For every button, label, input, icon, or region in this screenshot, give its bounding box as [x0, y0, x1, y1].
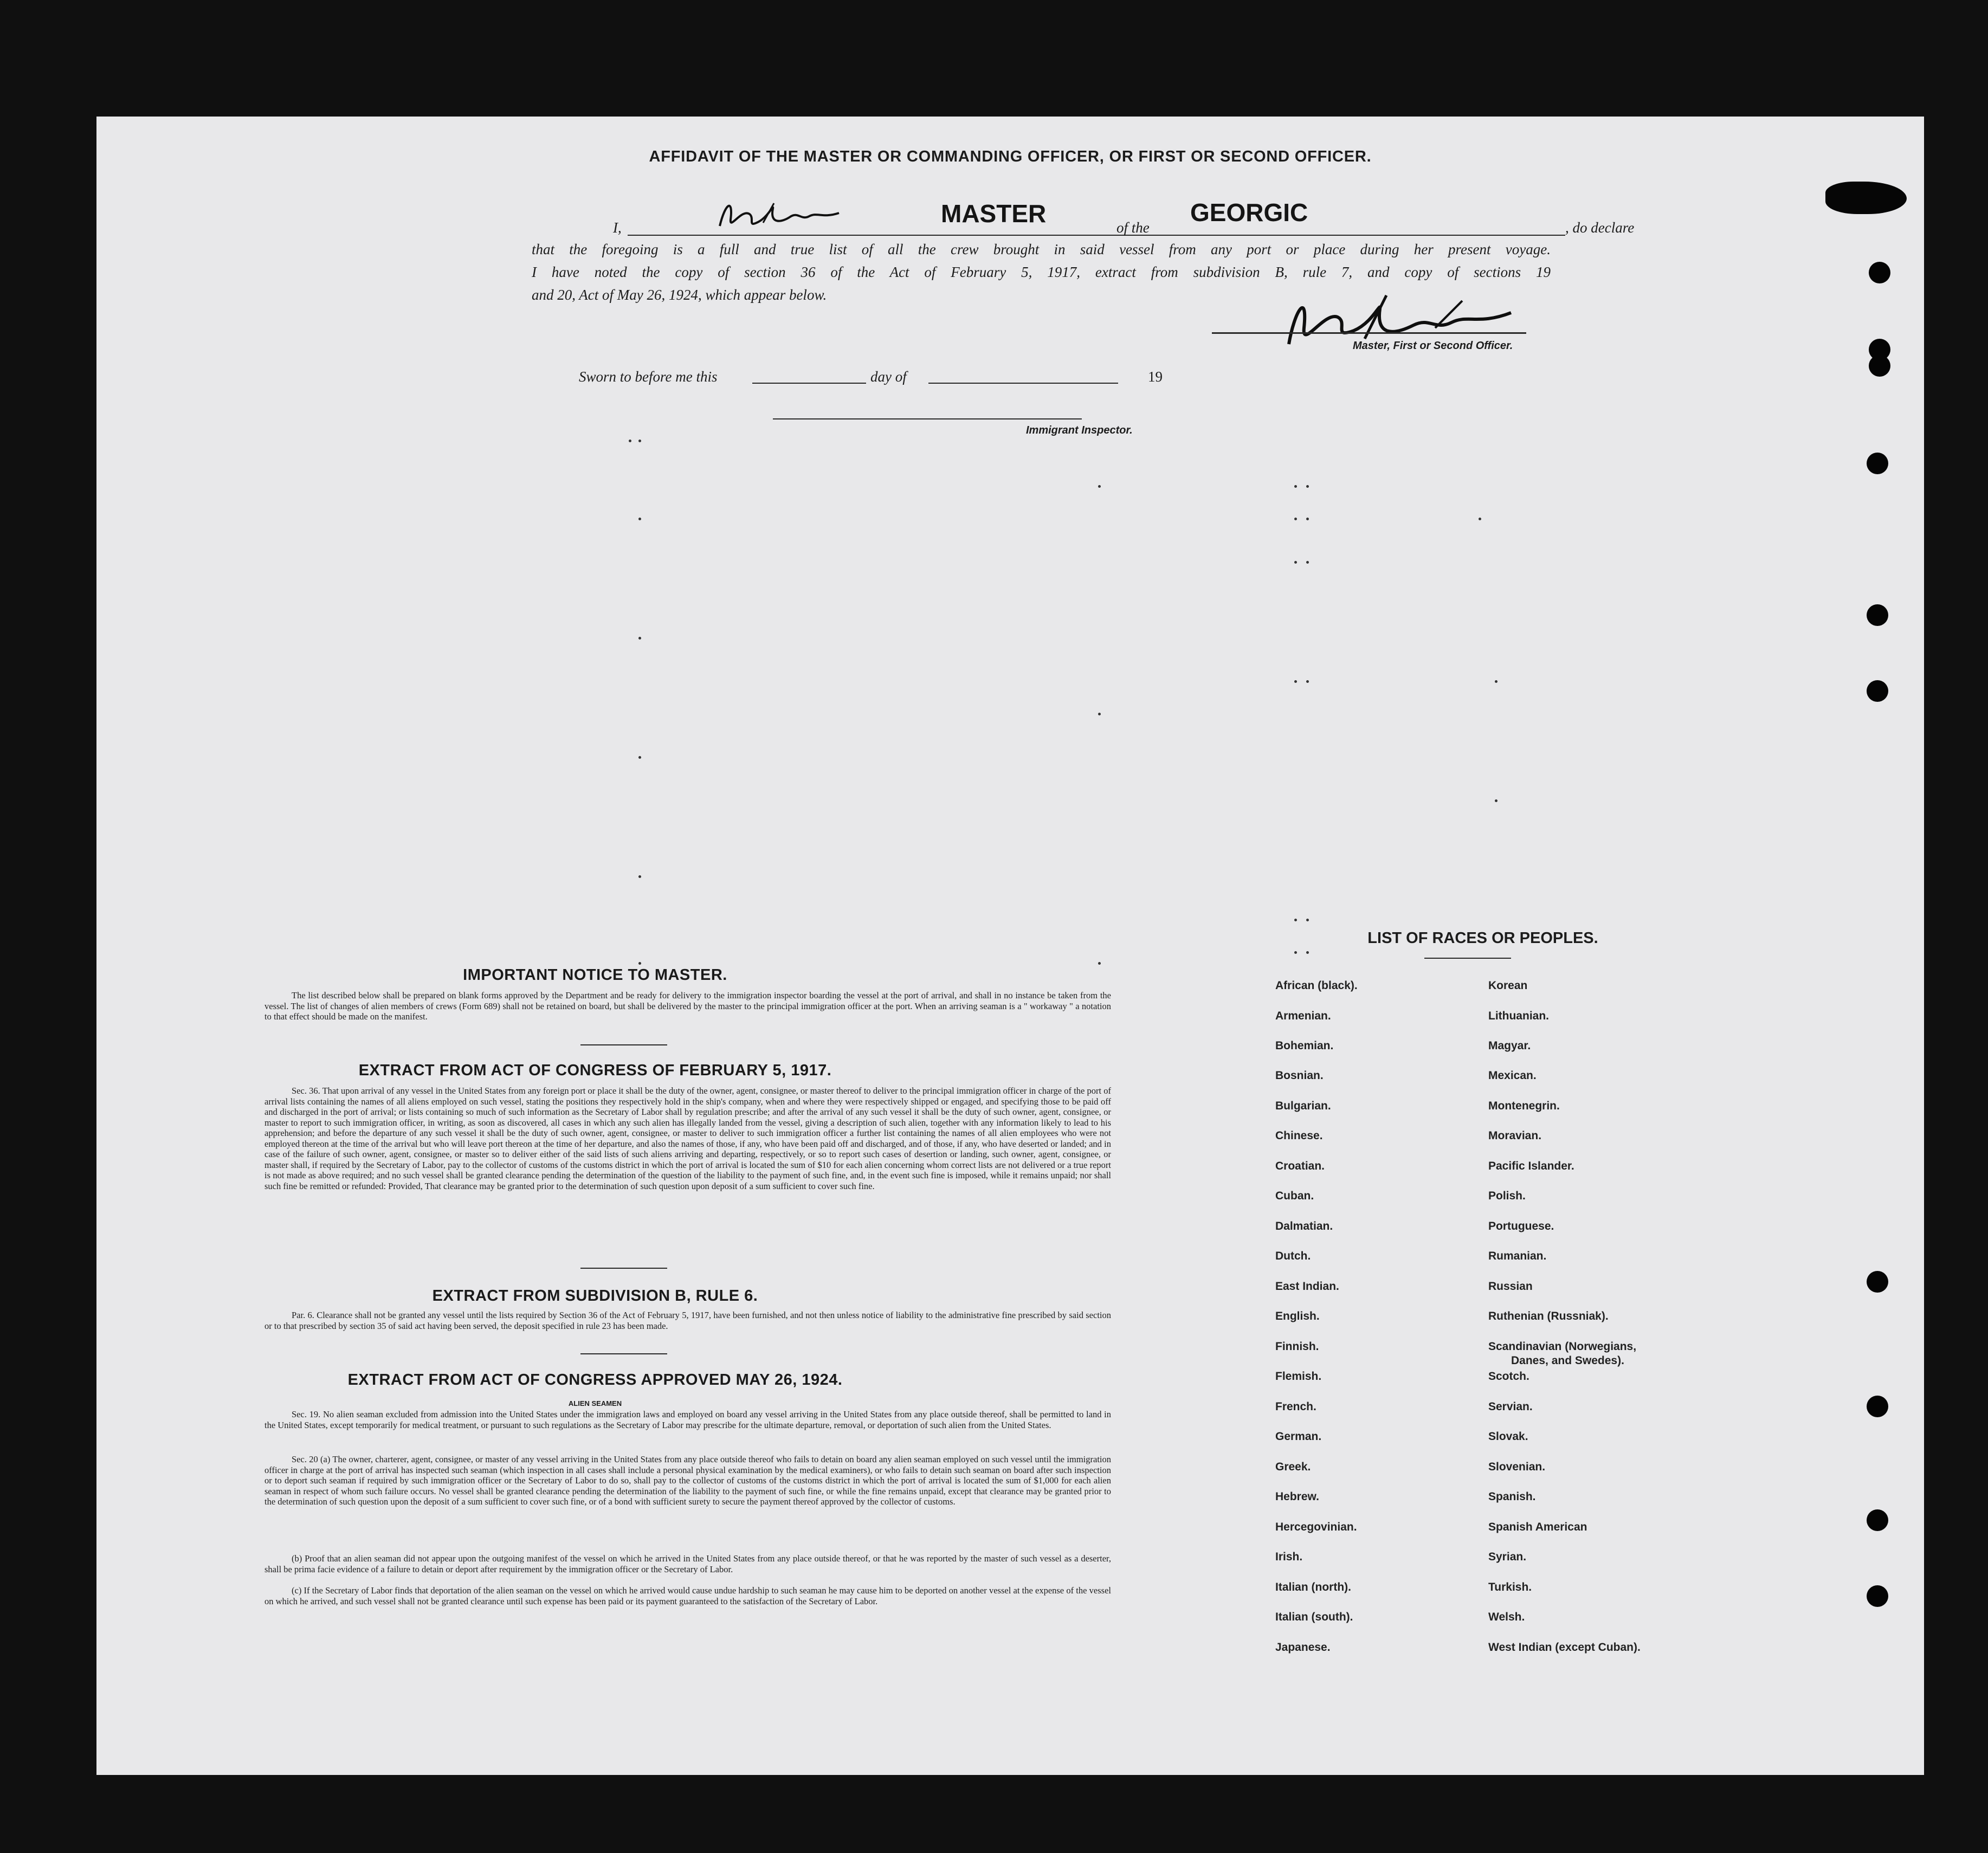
- race-item: East Indian.: [1275, 1280, 1339, 1293]
- extract-1917-text: Sec. 36. That upon arrival of any vessel in the United States from any foreign port or place it shall be the duty of the owner, agent, consignee, or master thereof to deliver to the principal immigration officer in charge of the port of arrival lists containing the names of all aliens employed on such vessel, stating the positions they respectively hold in the ship's company, when and where they were respectively shipped or engaged, and specifying those to be paid off and discharged in the port of arrival; or lists containing so much of such information as the Secretary of Labor shall by regulation prescribe; and after the arrival of any such vessel it shall be the duty of such owner, agent, consignee, or master to report to such immigration officer, in writing, as soon as discovered, all cases in which any such alien has illegally landed from the vessel, giving a description of such alien, together with any information likely to lead to his apprehension; and before the departure of any such vessel it shall be the duty of such owner, agent, consignee, or master to deliver to such immigration officer a further list containing the names of all alien employees who were not employed thereon at the time of the arrival but who will leave port thereon at the time of her departure, and also the names of those, if any, who have been paid off and discharged, and of those, if any, who have deserted or landed; and in case of the failure of such owner, agent, consignee, or master so to deliver either of the said lists of such aliens arriving and departing, respectively, or so to report such cases of desertion or landing, such owner, agent, consignee, or master shall, if required by the Secretary of Labor, pay to the collector of customs of the customs district in which the port of arrival is located the sum of $10 for each alien concerning whom correct lists are not delivered or a true report is not made as above required; and no such vessel shall be granted clearance pending the determination of the question of the liability to the payment of such fine, and, in the event such fine is imposed, while it remains unpaid; nor shall such fine be remitted or refunded: Provided, That clearance may be granted prior to the determination of such question upon deposit of a sum sufficient to cover such fine.: [264, 1086, 1111, 1191]
- sworn-prefix: Sworn to before me this: [579, 369, 718, 385]
- race-item: Syrian.: [1488, 1551, 1527, 1563]
- of-the-label: of the: [1116, 219, 1150, 236]
- binder-hole: [1867, 1509, 1888, 1531]
- binder-hole: [1867, 1585, 1888, 1607]
- race-item: Slovak.: [1488, 1430, 1528, 1443]
- race-item: Chinese.: [1275, 1129, 1323, 1142]
- race-item: Dutch.: [1275, 1250, 1311, 1262]
- blank-mark: [1098, 713, 1101, 715]
- sworn-month-line: [928, 383, 1118, 384]
- race-item: Hebrew.: [1275, 1490, 1319, 1503]
- races-divider: [1424, 958, 1511, 959]
- master-signature-small: [709, 192, 850, 236]
- race-item: Moravian.: [1488, 1129, 1542, 1142]
- affidavit-body-line3: and 20, Act of May 26, 1924, which appear below.: [532, 287, 827, 303]
- ink-blot: [1825, 182, 1907, 214]
- race-item: Bulgarian.: [1275, 1100, 1331, 1112]
- race-item: Mexican.: [1488, 1069, 1537, 1082]
- blank-mark: [1495, 680, 1498, 683]
- race-item: Finnish.: [1275, 1340, 1319, 1353]
- sec-20a-text: Sec. 20 (a) The owner, charterer, agent, consignee, or master of any vessel arriving in the United States from any place outside thereof who fails to detain on board any alien seaman employed on such vessel until the immigration officer in charge at the port of arrival has inspected such seaman (which inspection in all cases shall include a personal physical examination by the medical examiners), or who fails to detain such seaman on board after such inspection or to deport such seaman if required by such immigration officer or the Secretary of Labor to do so, shall pay to the collector of customs of the customs district in which the port of arrival is located the sum of $1,000 for each alien seaman in respect of whom such failure occurs. No vessel shall be granted clearance pending the determination of the liability to the payment of such fine, or while the fine remains unpaid, except that clearance may be granted prior to the determination of such question upon the deposit of a sum sufficient to cover such fine, or of a bond with sufficient surety to secure the payment thereof approved by the collector of customs.: [264, 1454, 1111, 1507]
- affidavit-i-label: I,: [613, 219, 622, 236]
- race-item: Bosnian.: [1275, 1069, 1324, 1082]
- vessel-name: GEORGIC: [1190, 198, 1308, 227]
- race-item: Hercegovinian.: [1275, 1521, 1357, 1533]
- notice-title: IMPORTANT NOTICE TO MASTER.: [463, 966, 727, 984]
- sworn-day-line: [752, 383, 866, 384]
- signature-line: [1212, 332, 1526, 334]
- races-title: LIST OF RACES OR PEOPLES.: [1367, 929, 1598, 947]
- race-item: Rumanian.: [1488, 1250, 1547, 1262]
- notice-text: The list described below shall be prepared on blank forms approved by the Department and be ready for delivery to the immigration inspector boarding the vessel at the port of arrival, and shall in no instance be taken from the vessel. The list of changes of alien members of crews (Form 689) shall not be retained on board, but shall be delivered by the master to the principal immigration officer at the port. When an arriving seaman is a " workaway " a notation to that effect should be made on the manifest.: [264, 990, 1111, 1022]
- race-item: Scotch.: [1488, 1370, 1529, 1383]
- blank-mark: [638, 756, 641, 759]
- extract-1924-title: EXTRACT FROM ACT OF CONGRESS APPROVED MAY 26, 1924.: [347, 1371, 843, 1389]
- blank-mark: [1479, 518, 1481, 520]
- blank-mark: [1294, 951, 1297, 954]
- extract-1917-title: EXTRACT FROM ACT OF CONGRESS OF FEBRUARY 5, 1917.: [358, 1062, 832, 1079]
- race-item: Greek.: [1275, 1461, 1311, 1473]
- race-item: Lithuanian.: [1488, 1010, 1549, 1022]
- blank-mark: [1294, 561, 1297, 564]
- blank-mark: [1294, 919, 1297, 921]
- blank-mark: [1306, 485, 1309, 488]
- race-item: Scandinavian (Norwegians,: [1488, 1340, 1637, 1353]
- race-item: Flemish.: [1275, 1370, 1322, 1383]
- alien-seamen-subtitle: ALIEN SEAMEN: [568, 1399, 622, 1407]
- blank-mark: [638, 962, 641, 965]
- blank-mark: [638, 875, 641, 878]
- binder-hole: [1869, 355, 1890, 377]
- affidavit-title: AFFIDAVIT OF THE MASTER OR COMMANDING OFFICER, OR FIRST OR SECOND OFFICER.: [649, 148, 1372, 165]
- blank-mark: [638, 518, 641, 520]
- race-item: Russian: [1488, 1280, 1533, 1293]
- year-prefix: 19: [1148, 369, 1163, 385]
- race-item: Portuguese.: [1488, 1220, 1554, 1232]
- race-item: Pacific Islander.: [1488, 1160, 1574, 1172]
- binder-hole: [1867, 604, 1888, 626]
- race-item: French.: [1275, 1400, 1316, 1413]
- blank-mark: [1294, 485, 1297, 488]
- binder-hole: [1867, 1271, 1888, 1293]
- binder-hole: [1867, 680, 1888, 702]
- divider: [580, 1268, 667, 1269]
- document-sheet: [96, 117, 1924, 1775]
- blank-mark: [1306, 518, 1309, 520]
- blank-mark: [638, 637, 641, 640]
- sec-20c-text: (c) If the Secretary of Labor finds that deportation of the alien seaman on the vessel on which he arrived would cause undue hardship to such seaman he may cause him to be deported on another vessel at the expense of the vessel on which he arrived, and such vessel shall not be granted clearance until such expense has been paid or its payment guaranteed to the satisfaction of the Secretary of Labor.: [264, 1585, 1111, 1606]
- race-item: Irish.: [1275, 1551, 1303, 1563]
- subdivision-title: EXTRACT FROM SUBDIVISION B, RULE 6.: [432, 1287, 758, 1305]
- race-item: Ruthenian (Russniak).: [1488, 1310, 1609, 1322]
- race-item: Croatian.: [1275, 1160, 1325, 1172]
- inspector-signature-line: [773, 418, 1082, 419]
- race-item: Servian.: [1488, 1400, 1533, 1413]
- binder-hole: [1869, 262, 1890, 283]
- race-item: Montenegrin.: [1488, 1100, 1560, 1112]
- blank-mark: [1294, 518, 1297, 520]
- race-item: Italian (south).: [1275, 1611, 1353, 1623]
- race-item: Turkish.: [1488, 1581, 1532, 1593]
- blank-mark: [1306, 561, 1309, 564]
- blank-mark: [1306, 951, 1309, 954]
- blank-mark: [1495, 799, 1498, 802]
- day-of-label: day of: [870, 369, 907, 385]
- race-item: Cuban.: [1275, 1190, 1314, 1202]
- signature-caption: Master, First or Second Officer.: [1353, 340, 1513, 352]
- race-item: Armenian.: [1275, 1010, 1331, 1022]
- race-item: Dalmatian.: [1275, 1220, 1333, 1232]
- divider: [580, 1353, 667, 1354]
- binder-hole: [1867, 1396, 1888, 1417]
- rank-field: MASTER: [941, 199, 1047, 228]
- race-item: Italian (north).: [1275, 1581, 1351, 1593]
- blank-mark: [1294, 680, 1297, 683]
- race-item: Magyar.: [1488, 1040, 1531, 1052]
- divider: [580, 1044, 667, 1045]
- blank-mark: [1098, 962, 1101, 965]
- blank-mark: [1306, 919, 1309, 921]
- vessel-underline: [1175, 235, 1565, 236]
- race-item: Japanese.: [1275, 1641, 1331, 1654]
- race-item: Welsh.: [1488, 1611, 1525, 1623]
- race-item: West Indian (except Cuban).: [1488, 1641, 1641, 1654]
- race-item: Polish.: [1488, 1190, 1526, 1202]
- blank-mark: [629, 440, 631, 442]
- race-item: English.: [1275, 1310, 1320, 1322]
- race-item: Bohemian.: [1275, 1040, 1334, 1052]
- race-item: German.: [1275, 1430, 1322, 1443]
- race-item-continued: Danes, and Swedes).: [1511, 1354, 1624, 1367]
- blank-mark: [638, 440, 641, 442]
- race-item: African (black).: [1275, 979, 1358, 992]
- sec-20b-text: (b) Proof that an alien seaman did not appear upon the outgoing manifest of the vessel on which he arrived in the United States from any place outside thereof, or that he was reported by the master of such vessel as a deserter, shall be prima facie evidence of a failure to detain or deport after requirement by the immigration officer or the Secretary of Labor.: [264, 1553, 1111, 1574]
- affidavit-body-line2: I have noted the copy of section 36 of the Act of February 5, 1917, extract from subdivision B, rule 7, and copy of sections 19: [532, 264, 1551, 280]
- binder-hole: [1867, 453, 1888, 474]
- race-item: Slovenian.: [1488, 1461, 1546, 1473]
- race-item: Spanish American: [1488, 1521, 1587, 1533]
- sec-19-text: Sec. 19. No alien seaman excluded from admission into the United States under the immigration laws and employed on board any vessel arriving in the United States from any place outside thereof, shall be permitted to land in the United States, except temporarily for medical treatment, or pursuant to such regulations as the Secretary of Labor may prescribe for the ultimate departure, removal, or deportation of such alien from the United States.: [264, 1409, 1111, 1430]
- affidavit-body-line1: that the foregoing is a full and true list of all the crew brought in said vessel from any port or place during her present voyage.: [532, 241, 1551, 257]
- race-item: Spanish.: [1488, 1490, 1536, 1503]
- blank-mark: [1306, 680, 1309, 683]
- blank-mark: [1098, 485, 1101, 488]
- race-item: Korean: [1488, 979, 1528, 992]
- subdivision-text: Par. 6. Clearance shall not be granted any vessel until the lists required by Section 36 of the Act of February 5, 1917, have been furnished, and not then unless notice of liability to the administrative fine prescribed by said section or to that prescribed by section 35 of said act having been served, the deposit specified in rule 23 has been made.: [264, 1310, 1111, 1331]
- do-declare-label: , do declare: [1565, 219, 1635, 236]
- inspector-caption: Immigrant Inspector.: [1026, 424, 1133, 436]
